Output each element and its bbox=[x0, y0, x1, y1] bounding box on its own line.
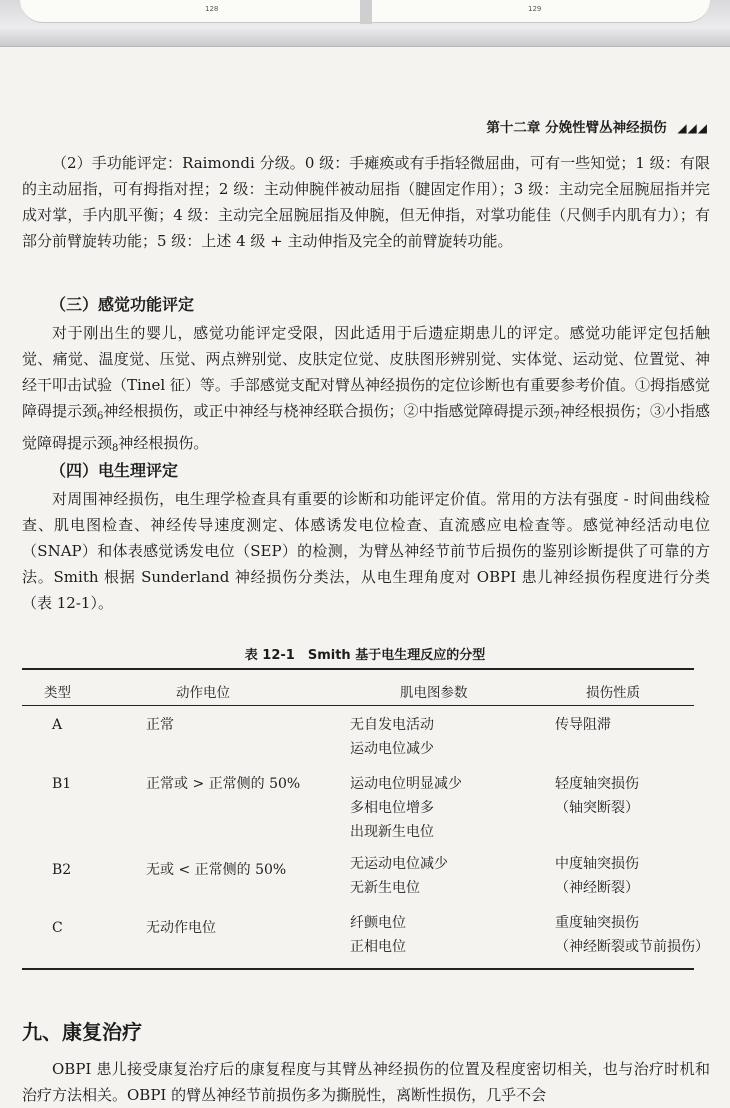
header-action-potential: 动作电位 bbox=[176, 685, 230, 701]
row-b2-potential: 无或 < 正常侧的 50% bbox=[146, 862, 287, 878]
sensory-paragraph bbox=[22, 320, 710, 462]
rehabilitation-paragraph: OBPI 患儿接受康复治疗后的康复程度与其臂丛神经损伤的位置及程度密切相关，也与治疗时机和治疗方法相关。OBPI 的臂丛神经节前损伤多为撕脱性，离断性损伤，几乎不会 bbox=[22, 1060, 710, 1104]
chapter-title: 分娩性臂丛神经损伤 bbox=[545, 120, 667, 136]
table-title: 表 12-1 Smith 基于电生理反应的分型 bbox=[244, 648, 486, 663]
rehabilitation-heading: 九、康复治疗 bbox=[22, 1020, 142, 1044]
row-a-type: A bbox=[52, 717, 63, 733]
left-page-edge bbox=[20, 0, 360, 23]
electrophysiology-paragraph: 对周围神经损伤，电生理学检查具有重要的诊断和功能评定价值。常用的方法有强度 - 时间曲线检查、肌电图检查、神经传导速度测定、体感诱发电位检查、直流感应电检查等。感觉神经活动电位（SNAP）和体表感觉诱发电位（SEP）的检测，为臂丛神经节前节后损伤的鉴别诊断提供了可靠的方法。Smith 根据 Sunderland 神经损伤分类法，从电生理角度对 OBPI 患儿神经损伤程度进行分类（表 12-1）。 bbox=[22, 490, 710, 612]
table-top-rule bbox=[22, 668, 694, 670]
sensory-text-b: 神经根损伤，或正中神经与桡神经联合损伤；②中指感觉障碍提示颈 bbox=[103, 402, 554, 420]
sensory-text-a: 对于刚出生的婴儿，感觉功能评定受限，因此适用于后遗症期患儿的评定。感觉功能评定包括触觉、痛觉、温度觉、压觉、两点辨别觉、皮肤定位觉、皮肤图形辨别觉、实体觉、运动觉、位置觉、神经干叩击试验（Tinel 征）等。手部感觉支配对臂丛神经损伤的定位诊断也有重要参考价值。①拇指感觉障碍提示颈 bbox=[22, 324, 710, 420]
row-b1-nature-2: （轴突断裂） bbox=[555, 800, 639, 816]
sensory-heading: （三）感觉功能评定 bbox=[50, 295, 195, 314]
right-page-number: 129 bbox=[528, 5, 542, 13]
row-b2-nature-2: （神经断裂） bbox=[555, 880, 639, 896]
row-b2-nature-1: 中度轴突损伤 bbox=[555, 856, 639, 872]
row-b2-type: B2 bbox=[52, 862, 72, 878]
row-b1-nature-1: 轻度轴突损伤 bbox=[555, 776, 639, 792]
hand-function-paragraph: （2）手功能评定：Raimondi 分级。0 级：手瘫痪或有手指轻微屈曲，可有一些知觉；1 级：有限的主动屈指，可有拇指对捏；2 级：主动伸腕伴被动屈指（腱固定作用）；3 级：主动完全屈腕屈指并完成对掌，手内肌平衡；4 级：主动完全屈腕屈指及伸腕，但无伸指，对掌功能佳（尺侧手内肌有力）；有部分前臂旋转功能；5 级：上述 4 级 + 主动伸指及完全的前臂旋转功能。 bbox=[22, 154, 710, 250]
left-page-number: 128 bbox=[205, 5, 219, 13]
cervical-8-subscript: 8 bbox=[112, 443, 119, 454]
chapter-triangles-icon: ◢◢◢ bbox=[677, 121, 708, 135]
row-c-type: C bbox=[52, 920, 63, 936]
cervical-6-subscript: 6 bbox=[97, 411, 104, 422]
chapter-number: 第十二章 bbox=[486, 120, 541, 136]
row-b2-emg-2: 无新生电位 bbox=[350, 880, 420, 896]
sensory-text-c: 神经根损伤；③小指感觉障碍提示颈 bbox=[22, 402, 710, 452]
row-a-potential: 正常 bbox=[146, 717, 174, 733]
row-b1-type: B1 bbox=[52, 776, 72, 792]
row-a-nature-1: 传导阻滞 bbox=[555, 717, 611, 733]
table-bottom-rule bbox=[22, 968, 694, 970]
header-type: 类型 bbox=[44, 685, 71, 701]
row-b1-potential: 正常或 > 正常侧的 50% bbox=[146, 776, 301, 792]
sensory-text-d: 神经根损伤。 bbox=[118, 434, 209, 452]
row-c-nature-1: 重度轴突损伤 bbox=[555, 915, 639, 931]
row-a-emg-1: 无自发电活动 bbox=[350, 717, 434, 733]
row-b1-emg-2: 多相电位增多 bbox=[350, 800, 434, 816]
row-a-emg-2: 运动电位减少 bbox=[350, 741, 434, 757]
electrophysiology-heading: （四）电生理评定 bbox=[50, 461, 179, 480]
cervical-7-subscript: 7 bbox=[553, 411, 560, 422]
running-head bbox=[486, 116, 708, 136]
row-b2-emg-1: 无运动电位减少 bbox=[350, 856, 448, 872]
header-injury-nature: 损伤性质 bbox=[586, 685, 640, 701]
row-c-nature-2: （神经断裂或节前损伤） bbox=[555, 939, 709, 955]
book-spine bbox=[360, 0, 372, 24]
header-emg-parameters: 肌电图参数 bbox=[400, 685, 468, 701]
table-header-rule bbox=[22, 705, 694, 706]
book-edge bbox=[0, 0, 730, 47]
row-c-potential: 无动作电位 bbox=[146, 920, 216, 936]
row-c-emg-2: 正相电位 bbox=[350, 939, 406, 955]
row-b1-emg-3: 出现新生电位 bbox=[350, 824, 434, 840]
row-b1-emg-1: 运动电位明显减少 bbox=[350, 776, 462, 792]
row-c-emg-1: 纤颤电位 bbox=[350, 915, 406, 931]
